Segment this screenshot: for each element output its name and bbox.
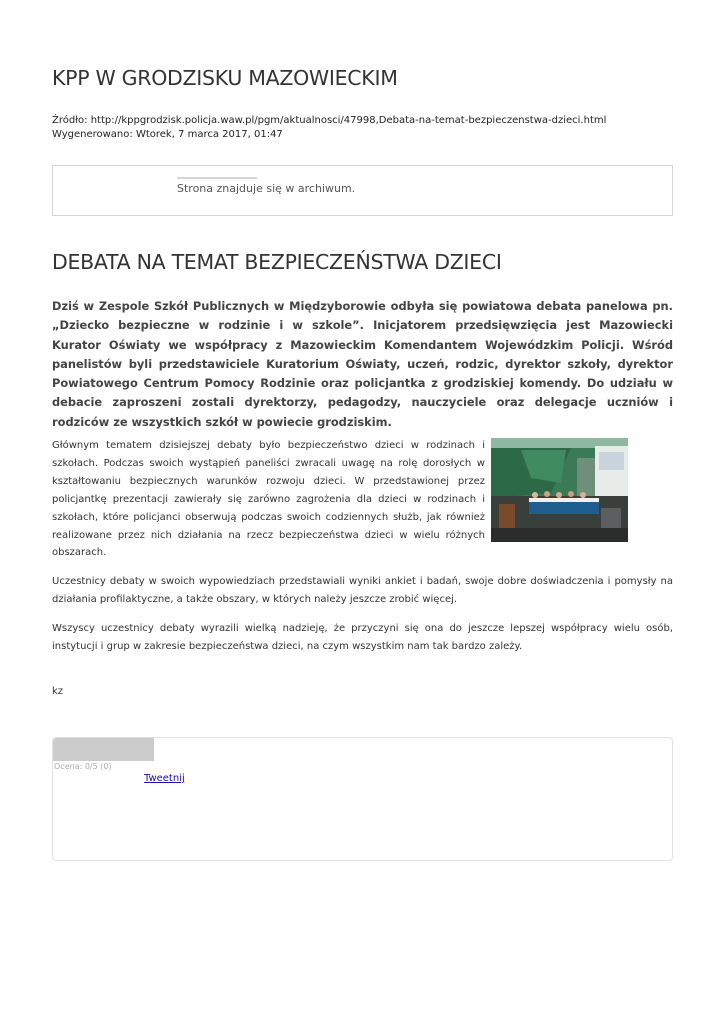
article-paragraph-2: Uczestnicy debaty w swoich wypowiedziach przedstawiali wyniki ankiet i badań, swoje dobre doświadczenia i pomysły na działania profilaktyczne, a także obszary, w których należy jeszcze zrobić więcej. bbox=[52, 576, 673, 605]
article-paragraph-3: Wszyscy uczestnicy debaty wyrazili wielką nadzieję, że przyczyni się ona do jeszcze lepszej współpracy wielu osób, instytucji i grup w zakresie bezpieczeństwa dzieci, na czym wszystkim nam tak bardzo zależy. bbox=[52, 623, 673, 652]
generated-line: Wygenerowano: Wtorek, 7 marca 2017, 01:47 bbox=[52, 129, 283, 140]
archive-divider bbox=[177, 177, 257, 179]
article-title: DEBATA NA TEMAT BEZPIECZEŃSTWA DZIECI bbox=[52, 250, 502, 274]
article-body bbox=[52, 437, 673, 562]
source-line: Źródło: http://kppgrodzisk.policja.waw.pl/pgm/aktualnosci/47998,Debata-na-temat-bezpieczenstwa-dzieci.html bbox=[52, 115, 607, 126]
site-title: KPP W GRODZISKU MAZOWIECKIM bbox=[52, 66, 398, 90]
rating-box bbox=[52, 737, 673, 861]
article-author: kz bbox=[52, 686, 64, 697]
rating-stars-bar[interactable] bbox=[53, 738, 154, 761]
meta-info bbox=[52, 114, 606, 142]
article-photo bbox=[491, 438, 628, 542]
tweet-link[interactable]: Tweetnij bbox=[144, 773, 185, 784]
archive-notice-box bbox=[52, 165, 673, 216]
article-lead: Dziś w Zespole Szkół Publicznych w Międzyborowie odbyła się powiatowa debata panelowa pn. „Dziecko bezpieczne w rodzinie i w szkole”. Inicjatorem przedsięwzięcia jest Mazowiecki Kurator Oświaty we współpracy z Mazowieckim Komendantem Wojewódzkim Policji. Wśród panelistów byli przedstawiciele Kuratorium Oświaty, uczeń, rodzic, dyrektor szkoły, dyrektor Powiatowego Centrum Pomocy Rodzinie oraz policjantka z grodziskiej komendy. Do udziału w debacie zaproszeni zostali dyrektorzy, pedagodzy, nauczyciele oraz delegacje uczniów i rodziców ze wszystkich szkół w powiecie grodziskim. bbox=[52, 299, 673, 429]
archive-notice-text: Strona znajduje się w archiwum. bbox=[177, 182, 356, 195]
rating-text: Ocena: 0/5 (0) bbox=[54, 762, 112, 771]
article-paragraph-1: Głównym tematem dzisiejszej debaty było bezpieczeństwo dzieci w rodzinach i szkołach. Podczas swoich wystąpień paneliści zwracali uwagę na rolę dorosłych w kształtowaniu bezpiecznych warunków rozwoju dzieci. W przedstawionej przez policjantkę prezentacji zawierały się zarówno zagrożenia dla dzieci w rodzinach i szkołach, które policjanci obserwują podczas swoich codziennych służb, jak również realizowane przez nich działania na rzecz bezpieczeństwa dzieci w wielu różnych obszarach. bbox=[52, 440, 485, 559]
